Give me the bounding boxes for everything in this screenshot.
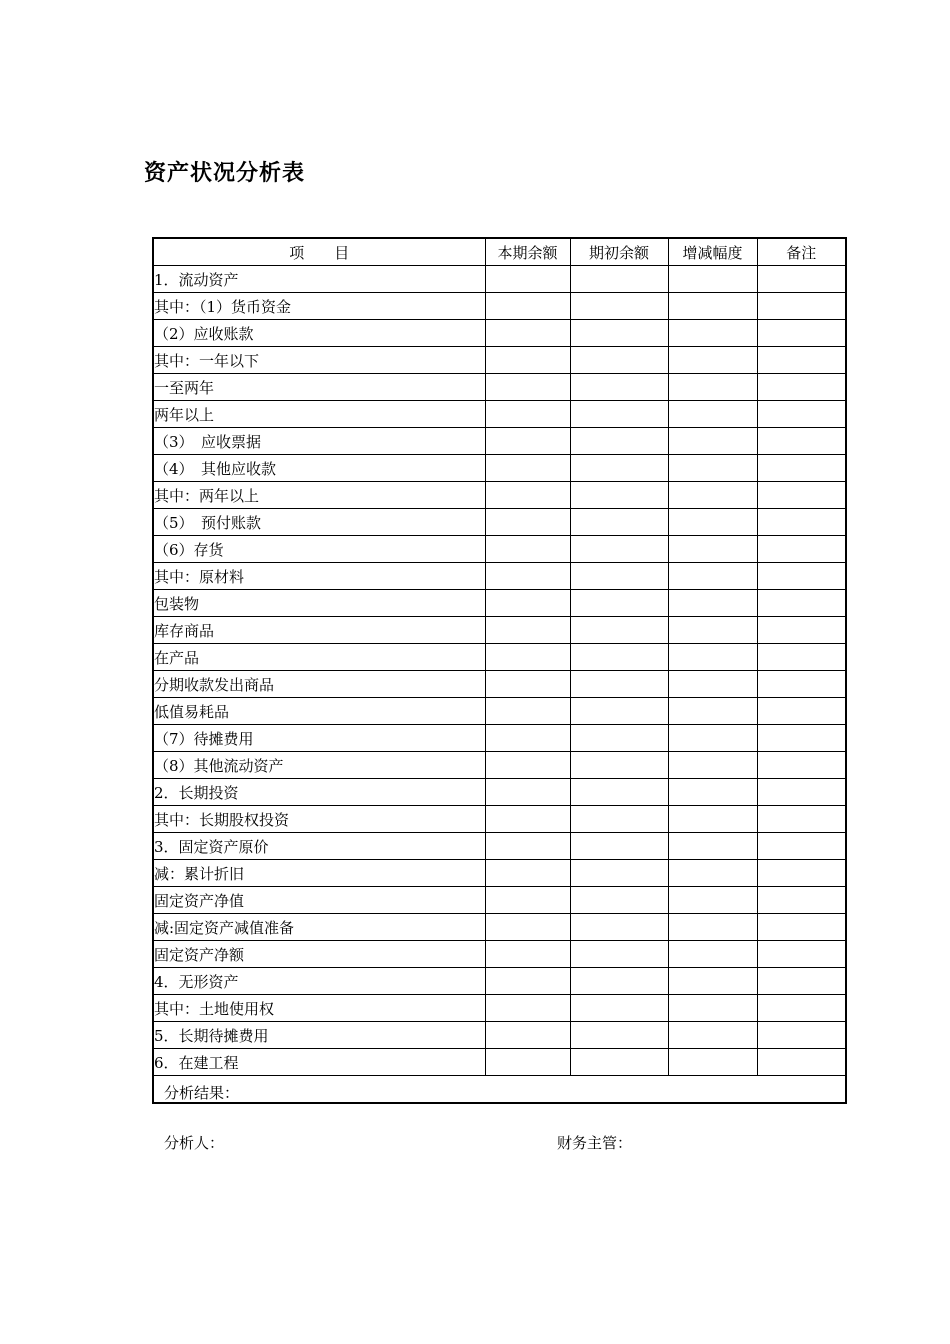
- item-label: 其中：一年以下: [153, 347, 485, 374]
- remarks-cell[interactable]: [757, 617, 846, 644]
- current-balance-cell[interactable]: [485, 347, 570, 374]
- table-row: [153, 563, 846, 590]
- change-rate-cell[interactable]: [668, 509, 757, 536]
- footer-row: [153, 1076, 846, 1104]
- item-label: 5．长期待摊费用: [153, 1022, 485, 1049]
- opening-balance-cell[interactable]: [570, 482, 668, 509]
- opening-balance-cell[interactable]: [570, 941, 668, 968]
- item-label: 库存商品: [153, 617, 485, 644]
- item-label: （6）存货: [153, 536, 485, 563]
- item-label: 固定资产净值: [153, 887, 485, 914]
- item-label: 减：累计折旧: [153, 860, 485, 887]
- table-row: [153, 266, 846, 293]
- change-rate-cell[interactable]: [668, 428, 757, 455]
- header-row: [153, 238, 846, 266]
- opening-balance-cell[interactable]: [570, 887, 668, 914]
- table-row: [153, 347, 846, 374]
- current-balance-cell[interactable]: [485, 482, 570, 509]
- remarks-cell[interactable]: [757, 860, 846, 887]
- table-row: [153, 401, 846, 428]
- current-balance-cell[interactable]: [485, 1049, 570, 1076]
- item-label: （3） 应收票据: [153, 428, 485, 455]
- table-row: [153, 428, 846, 455]
- item-label: 减:固定资产减值准备: [153, 914, 485, 941]
- remarks-cell[interactable]: [757, 833, 846, 860]
- table-row: [153, 293, 846, 320]
- table-row: [153, 833, 846, 860]
- opening-balance-cell[interactable]: [570, 590, 668, 617]
- opening-balance-cell[interactable]: [570, 563, 668, 590]
- item-label: 一至两年: [153, 374, 485, 401]
- remarks-cell[interactable]: [757, 455, 846, 482]
- change-rate-cell[interactable]: [668, 833, 757, 860]
- item-label: （8）其他流动资产: [153, 752, 485, 779]
- remarks-cell[interactable]: [757, 320, 846, 347]
- item-label: 包装物: [153, 590, 485, 617]
- change-rate-cell[interactable]: [668, 698, 757, 725]
- table-row: [153, 1049, 846, 1076]
- table-row: [153, 860, 846, 887]
- table-row: [153, 968, 846, 995]
- opening-balance-cell[interactable]: [570, 401, 668, 428]
- opening-balance-cell[interactable]: [570, 806, 668, 833]
- table-row: [153, 698, 846, 725]
- item-label: （5） 预付账款: [153, 509, 485, 536]
- item-label: （7）待摊费用: [153, 725, 485, 752]
- current-balance-cell[interactable]: [485, 590, 570, 617]
- change-rate-cell[interactable]: [668, 401, 757, 428]
- opening-balance-cell[interactable]: [570, 374, 668, 401]
- remarks-cell[interactable]: [757, 995, 846, 1022]
- opening-balance-cell[interactable]: [570, 1049, 668, 1076]
- opening-balance-cell[interactable]: [570, 428, 668, 455]
- change-rate-cell[interactable]: [668, 914, 757, 941]
- remarks-cell[interactable]: [757, 266, 846, 293]
- table-row: [153, 914, 846, 941]
- remarks-cell[interactable]: [757, 779, 846, 806]
- header-opening-balance: 期初余额: [570, 238, 668, 266]
- table-row: [153, 752, 846, 779]
- opening-balance-cell[interactable]: [570, 293, 668, 320]
- current-balance-cell[interactable]: [485, 698, 570, 725]
- table-row: [153, 995, 846, 1022]
- item-label: 其中：长期股权投资: [153, 806, 485, 833]
- change-rate-cell[interactable]: [668, 293, 757, 320]
- change-rate-cell[interactable]: [668, 347, 757, 374]
- remarks-cell[interactable]: [757, 671, 846, 698]
- current-balance-cell[interactable]: [485, 671, 570, 698]
- change-rate-cell[interactable]: [668, 995, 757, 1022]
- table-row: [153, 806, 846, 833]
- header-remarks: 备注: [757, 238, 846, 266]
- item-label: 其中：土地使用权: [153, 995, 485, 1022]
- remarks-cell[interactable]: [757, 509, 846, 536]
- item-label: 4．无形资产: [153, 968, 485, 995]
- change-rate-cell[interactable]: [668, 752, 757, 779]
- finance-manager-label: 财务主管：: [557, 1134, 633, 1152]
- item-label: 3．固定资产原价: [153, 833, 485, 860]
- current-balance-cell[interactable]: [485, 725, 570, 752]
- change-rate-cell[interactable]: [668, 482, 757, 509]
- opening-balance-cell[interactable]: [570, 725, 668, 752]
- current-balance-cell[interactable]: [485, 806, 570, 833]
- opening-balance-cell[interactable]: [570, 617, 668, 644]
- header-current-balance: 本期余额: [485, 238, 570, 266]
- change-rate-cell[interactable]: [668, 671, 757, 698]
- item-label: 6．在建工程: [153, 1049, 485, 1076]
- opening-balance-cell[interactable]: [570, 455, 668, 482]
- change-rate-cell[interactable]: [668, 374, 757, 401]
- page-title: 资产状况分析表: [144, 161, 306, 186]
- change-rate-cell[interactable]: [668, 968, 757, 995]
- change-rate-cell[interactable]: [668, 455, 757, 482]
- opening-balance-cell[interactable]: [570, 698, 668, 725]
- opening-balance-cell[interactable]: [570, 914, 668, 941]
- change-rate-cell[interactable]: [668, 320, 757, 347]
- item-label: 低值易耗品: [153, 698, 485, 725]
- remarks-cell[interactable]: [757, 428, 846, 455]
- table-row: [153, 617, 846, 644]
- table-row: [153, 1022, 846, 1049]
- current-balance-cell[interactable]: [485, 563, 570, 590]
- header-change-rate: 增减幅度: [668, 238, 757, 266]
- current-balance-cell[interactable]: [485, 968, 570, 995]
- current-balance-cell[interactable]: [485, 779, 570, 806]
- opening-balance-cell[interactable]: [570, 320, 668, 347]
- remarks-cell[interactable]: [757, 644, 846, 671]
- current-balance-cell[interactable]: [485, 995, 570, 1022]
- table-row: [153, 590, 846, 617]
- table-row: [153, 671, 846, 698]
- change-rate-cell[interactable]: [668, 266, 757, 293]
- opening-balance-cell[interactable]: [570, 671, 668, 698]
- change-rate-cell[interactable]: [668, 617, 757, 644]
- current-balance-cell[interactable]: [485, 860, 570, 887]
- item-label: 两年以上: [153, 401, 485, 428]
- remarks-cell[interactable]: [757, 806, 846, 833]
- remarks-cell[interactable]: [757, 590, 846, 617]
- current-balance-cell[interactable]: [485, 914, 570, 941]
- change-rate-cell[interactable]: [668, 887, 757, 914]
- opening-balance-cell[interactable]: [570, 536, 668, 563]
- opening-balance-cell[interactable]: [570, 860, 668, 887]
- current-balance-cell[interactable]: [485, 320, 570, 347]
- opening-balance-cell[interactable]: [570, 752, 668, 779]
- change-rate-cell[interactable]: [668, 536, 757, 563]
- opening-balance-cell[interactable]: [570, 509, 668, 536]
- table-row: [153, 374, 846, 401]
- remarks-cell[interactable]: [757, 1049, 846, 1076]
- header-item: 项 目: [153, 238, 485, 266]
- table-row: [153, 887, 846, 914]
- item-label: 在产品: [153, 644, 485, 671]
- remarks-cell[interactable]: [757, 941, 846, 968]
- current-balance-cell[interactable]: [485, 509, 570, 536]
- item-label: 其中：（1）货币资金: [153, 293, 485, 320]
- current-balance-cell[interactable]: [485, 752, 570, 779]
- change-rate-cell[interactable]: [668, 941, 757, 968]
- asset-analysis-table: [152, 237, 847, 1152]
- current-balance-cell[interactable]: [485, 941, 570, 968]
- current-balance-cell[interactable]: [485, 455, 570, 482]
- current-balance-cell[interactable]: [485, 374, 570, 401]
- footer-cell: [153, 1076, 846, 1152]
- opening-balance-cell[interactable]: [570, 995, 668, 1022]
- opening-balance-cell[interactable]: [570, 1022, 668, 1049]
- remarks-cell[interactable]: [757, 401, 846, 428]
- change-rate-cell[interactable]: [668, 644, 757, 671]
- remarks-cell[interactable]: [757, 698, 846, 725]
- current-balance-cell[interactable]: [485, 401, 570, 428]
- table-row: [153, 509, 846, 536]
- current-balance-cell[interactable]: [485, 1022, 570, 1049]
- item-label: （2）应收账款: [153, 320, 485, 347]
- current-balance-cell[interactable]: [485, 887, 570, 914]
- opening-balance-cell[interactable]: [570, 833, 668, 860]
- table-row: [153, 536, 846, 563]
- change-rate-cell[interactable]: [668, 779, 757, 806]
- remarks-cell[interactable]: [757, 536, 846, 563]
- remarks-cell[interactable]: [757, 968, 846, 995]
- item-label: （4） 其他应收款: [153, 455, 485, 482]
- table-row: [153, 941, 846, 968]
- table-row: [153, 725, 846, 752]
- table-row: [153, 644, 846, 671]
- remarks-cell[interactable]: [757, 914, 846, 941]
- opening-balance-cell[interactable]: [570, 644, 668, 671]
- table-row: [153, 482, 846, 509]
- change-rate-cell[interactable]: [668, 860, 757, 887]
- item-label: 2．长期投资: [153, 779, 485, 806]
- analysis-result-label: 分析结果：: [164, 1084, 240, 1102]
- remarks-cell[interactable]: [757, 563, 846, 590]
- current-balance-cell[interactable]: [485, 266, 570, 293]
- analyst-label: 分析人：: [164, 1134, 225, 1152]
- remarks-cell[interactable]: [757, 725, 846, 752]
- remarks-cell[interactable]: [757, 1022, 846, 1049]
- change-rate-cell[interactable]: [668, 806, 757, 833]
- item-label: 分期收款发出商品: [153, 671, 485, 698]
- change-rate-cell[interactable]: [668, 1049, 757, 1076]
- remarks-cell[interactable]: [757, 374, 846, 401]
- opening-balance-cell[interactable]: [570, 968, 668, 995]
- remarks-cell[interactable]: [757, 482, 846, 509]
- current-balance-cell[interactable]: [485, 833, 570, 860]
- item-label: 固定资产净额: [153, 941, 485, 968]
- change-rate-cell[interactable]: [668, 1022, 757, 1049]
- remarks-cell[interactable]: [757, 347, 846, 374]
- remarks-cell[interactable]: [757, 293, 846, 320]
- current-balance-cell[interactable]: [485, 644, 570, 671]
- table-row: [153, 455, 846, 482]
- change-rate-cell[interactable]: [668, 725, 757, 752]
- remarks-cell[interactable]: [757, 887, 846, 914]
- current-balance-cell[interactable]: [485, 428, 570, 455]
- change-rate-cell[interactable]: [668, 563, 757, 590]
- item-label: 其中：原材料: [153, 563, 485, 590]
- table-row: [153, 320, 846, 347]
- opening-balance-cell[interactable]: [570, 779, 668, 806]
- remarks-cell[interactable]: [757, 752, 846, 779]
- item-label: 1．流动资产: [153, 266, 485, 293]
- item-label: 其中：两年以上: [153, 482, 485, 509]
- current-balance-cell[interactable]: [485, 536, 570, 563]
- current-balance-cell[interactable]: [485, 617, 570, 644]
- current-balance-cell[interactable]: [485, 293, 570, 320]
- table-row: [153, 779, 846, 806]
- opening-balance-cell[interactable]: [570, 266, 668, 293]
- opening-balance-cell[interactable]: [570, 347, 668, 374]
- change-rate-cell[interactable]: [668, 590, 757, 617]
